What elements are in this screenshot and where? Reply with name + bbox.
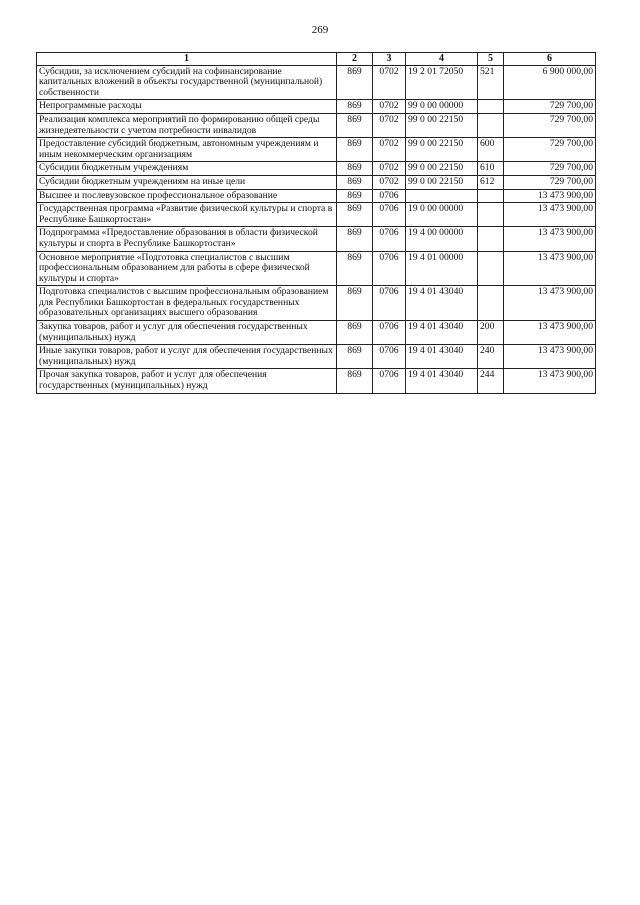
table-row <box>37 162 596 176</box>
target-article-cell: 19 4 01 43040 <box>406 321 478 345</box>
amount-cell: 729 700,00 <box>504 175 596 189</box>
section-code-cell: 0702 <box>373 100 406 114</box>
expense-type-cell <box>478 251 504 286</box>
table-row <box>37 251 596 286</box>
amount-cell: 13 473 900,00 <box>504 227 596 251</box>
section-code-cell: 0702 <box>373 175 406 189</box>
table-row <box>37 227 596 251</box>
target-article-cell: 19 4 00 00000 <box>406 227 478 251</box>
section-code-cell: 0706 <box>373 203 406 227</box>
amount-cell: 729 700,00 <box>504 100 596 114</box>
ministry-code-cell: 869 <box>337 321 373 345</box>
target-article-cell: 19 4 01 43040 <box>406 345 478 369</box>
target-article-cell: 19 4 01 00000 <box>406 251 478 286</box>
expense-type-cell: 521 <box>478 65 504 100</box>
section-code-cell: 0706 <box>373 369 406 393</box>
row-name-cell: Субсидии, за исключением субсидий на софинансирование капитальных вложений в объекты государственной (муниципальной) собственности <box>37 65 337 100</box>
column-header-4: 4 <box>406 53 478 66</box>
expense-type-cell: 244 <box>478 369 504 393</box>
row-name-cell: Государственная программа «Развитие физической культуры и спорта в Республике Башкортостан» <box>37 203 337 227</box>
target-article-cell: 99 0 00 00000 <box>406 100 478 114</box>
ministry-code-cell: 869 <box>337 251 373 286</box>
amount-cell: 729 700,00 <box>504 113 596 137</box>
expense-type-cell: 612 <box>478 175 504 189</box>
row-name-cell: Предоставление субсидий бюджетным, автономным учреждениям и иным некоммерческим организациям <box>37 138 337 162</box>
section-code-cell: 0706 <box>373 286 406 321</box>
table-row <box>37 369 596 393</box>
expense-type-cell <box>478 189 504 203</box>
target-article-cell: 19 4 01 43040 <box>406 286 478 321</box>
amount-cell: 13 473 900,00 <box>504 321 596 345</box>
target-article-cell: 19 2 01 72050 <box>406 65 478 100</box>
table-row <box>37 175 596 189</box>
row-name-cell: Непрограммные расходы <box>37 100 337 114</box>
ministry-code-cell: 869 <box>337 369 373 393</box>
row-name-cell: Иные закупки товаров, работ и услуг для обеспечения государственных (муниципальных) нужд <box>37 345 337 369</box>
row-name-cell: Подпрограмма «Предоставление образования в области физической культуры и спорта в Республике Башкортостан» <box>37 227 337 251</box>
amount-cell: 13 473 900,00 <box>504 189 596 203</box>
row-name-cell: Реализация комплекса мероприятий по формированию общей среды жизнедеятельности с учетом потребности инвалидов <box>37 113 337 137</box>
table-row <box>37 345 596 369</box>
expense-type-cell <box>478 286 504 321</box>
row-name-cell: Высшее и послевузовское профессиональное образование <box>37 189 337 203</box>
table-row <box>37 138 596 162</box>
row-name-cell: Субсидии бюджетным учреждениям на иные цели <box>37 175 337 189</box>
ministry-code-cell: 869 <box>337 203 373 227</box>
expense-type-cell <box>478 100 504 114</box>
ministry-code-cell: 869 <box>337 286 373 321</box>
table-row <box>37 286 596 321</box>
target-article-cell: 19 0 00 00000 <box>406 203 478 227</box>
ministry-code-cell: 869 <box>337 227 373 251</box>
section-code-cell: 0706 <box>373 321 406 345</box>
column-header-1: 1 <box>37 53 337 66</box>
target-article-cell <box>406 189 478 203</box>
row-name-cell: Закупка товаров, работ и услуг для обеспечения государственных (муниципальных) нужд <box>37 321 337 345</box>
section-code-cell: 0706 <box>373 227 406 251</box>
section-code-cell: 0702 <box>373 113 406 137</box>
ministry-code-cell: 869 <box>337 189 373 203</box>
column-header-2: 2 <box>337 53 373 66</box>
ministry-code-cell: 869 <box>337 100 373 114</box>
section-code-cell: 0706 <box>373 251 406 286</box>
target-article-cell: 99 0 00 22150 <box>406 175 478 189</box>
row-name-cell: Прочая закупка товаров, работ и услуг для обеспечения государственных (муниципальных) нужд <box>37 369 337 393</box>
amount-cell: 729 700,00 <box>504 162 596 176</box>
expense-type-cell: 200 <box>478 321 504 345</box>
amount-cell: 13 473 900,00 <box>504 345 596 369</box>
section-code-cell: 0702 <box>373 162 406 176</box>
target-article-cell: 99 0 00 22150 <box>406 113 478 137</box>
ministry-code-cell: 869 <box>337 138 373 162</box>
section-code-cell: 0706 <box>373 345 406 369</box>
amount-cell: 13 473 900,00 <box>504 369 596 393</box>
amount-cell: 729 700,00 <box>504 138 596 162</box>
expense-type-cell: 600 <box>478 138 504 162</box>
expense-type-cell <box>478 227 504 251</box>
amount-cell: 13 473 900,00 <box>504 251 596 286</box>
table-row <box>37 65 596 100</box>
expense-type-cell <box>478 113 504 137</box>
column-header-3: 3 <box>373 53 406 66</box>
ministry-code-cell: 869 <box>337 175 373 189</box>
target-article-cell: 99 0 00 22150 <box>406 138 478 162</box>
amount-cell: 6 900 000,00 <box>504 65 596 100</box>
row-name-cell: Подготовка специалистов с высшим профессиональным образованием для Республики Башкортостан в федеральных государственных образовательных организациях высшего образования <box>37 286 337 321</box>
column-header-5: 5 <box>478 53 504 66</box>
ministry-code-cell: 869 <box>337 65 373 100</box>
table-row <box>37 113 596 137</box>
table-header-row <box>37 53 596 66</box>
row-name-cell: Субсидии бюджетным учреждениям <box>37 162 337 176</box>
ministry-code-cell: 869 <box>337 345 373 369</box>
ministry-code-cell: 869 <box>337 162 373 176</box>
section-code-cell: 0702 <box>373 138 406 162</box>
target-article-cell: 19 4 01 43040 <box>406 369 478 393</box>
amount-cell: 13 473 900,00 <box>504 203 596 227</box>
page-number: 269 <box>311 24 329 36</box>
expense-type-cell: 610 <box>478 162 504 176</box>
column-header-6: 6 <box>504 53 596 66</box>
amount-cell: 13 473 900,00 <box>504 286 596 321</box>
section-code-cell: 0702 <box>373 65 406 100</box>
expense-type-cell: 240 <box>478 345 504 369</box>
row-name-cell: Основное мероприятие «Подготовка специалистов с высшим профессиональным образованием для работы в сфере физической культуры и спорта» <box>37 251 337 286</box>
expense-type-cell <box>478 203 504 227</box>
ministry-code-cell: 869 <box>337 113 373 137</box>
target-article-cell: 99 0 00 22150 <box>406 162 478 176</box>
table-row <box>37 203 596 227</box>
section-code-cell: 0706 <box>373 189 406 203</box>
budget-table <box>36 52 596 394</box>
table-row <box>37 100 596 114</box>
table-row <box>37 321 596 345</box>
table-row <box>37 189 596 203</box>
